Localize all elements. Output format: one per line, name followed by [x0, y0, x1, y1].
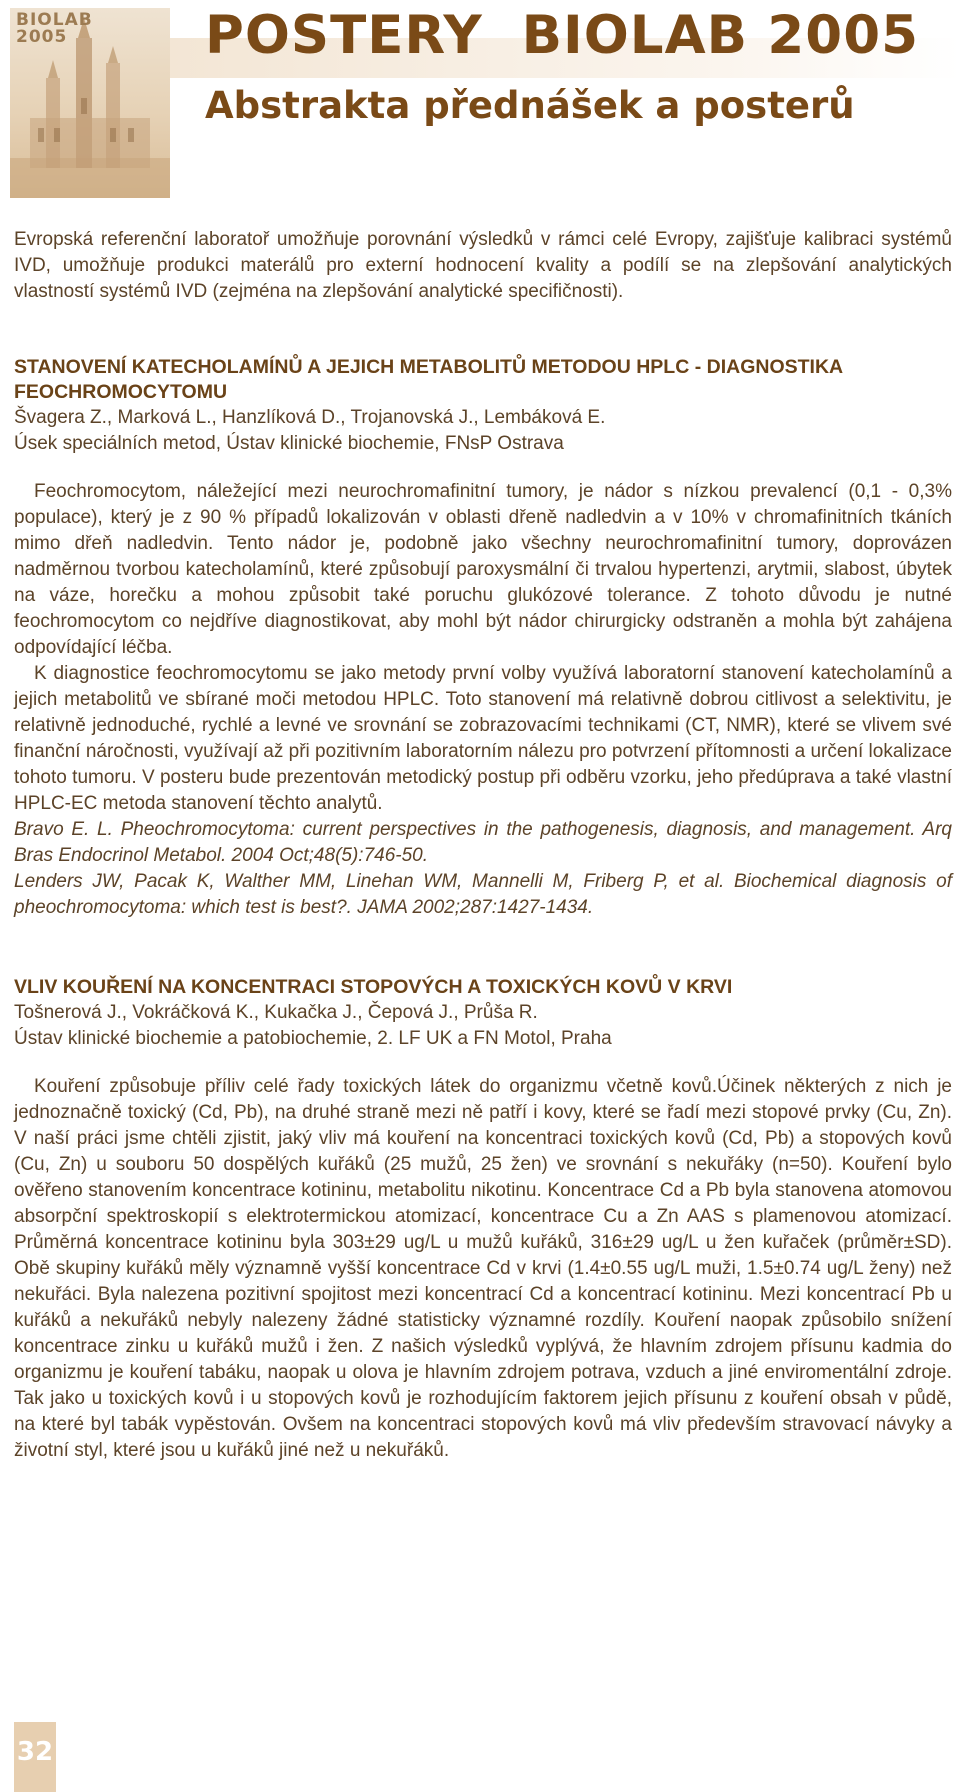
- page-subtitle: Abstrakta přednášek a posterů: [205, 84, 855, 127]
- abstract-koureni: [14, 975, 952, 1464]
- abstract-heading: STANOVENÍ KATECHOLAMÍNŮ A JEJICH METABOLITŮ METODOU HPLC - DIAGNOSTIKA FEOCHROMOCYTOMU: [14, 356, 843, 403]
- page-number: 32: [14, 1722, 56, 1792]
- logo-text: BIOLAB 2005: [16, 10, 93, 47]
- abstract-authors: Tošnerová J., Vokráčková K., Kukačka J., Čepová J., Průša R.: [14, 1002, 538, 1023]
- abstract-authors: Švagera Z., Marková L., Hanzlíková D., Trojanovská J., Lembáková E.: [14, 407, 606, 428]
- abstract-affiliation: Ústav klinické biochemie a patobiochemie, 2. LF UK a FN Motol, Praha: [14, 1028, 612, 1049]
- page-title: POSTERY BIOLAB 2005: [205, 5, 919, 66]
- abstract-katecholaminy: [14, 355, 952, 921]
- article-body: [14, 227, 952, 1464]
- abstract-paragraph: Feochromocytom, náležející mezi neurochromafinitní tumory, je nádor s nízkou prevalencí (0,1 - 0,3% populace), který je z 90 % případů lokalizován v oblasti dřeně nadledvin a v 10% v chromafinitních tkáních mimo dřeň nadledvin. Tento nádor je, podobně jako všechny neurochromafinitní tumory, doprovázen nadměrnou tvorbou katecholamínů, které způsobují paroxysmální či trvalou hypertenzi, arytmii, slabost, úbytek na váze, horečku a mohou způsobit také poruchu glukózové tolerance. Z tohoto důvodu je nutné feochromocytom co nejdříve diagnostikovat, aby mohl být nádor chirurgicky odstraněn a mohla být zahájena odpovídající léčba.: [14, 481, 952, 658]
- biolab-logo: [10, 8, 170, 198]
- reference-item: Lenders JW, Pacak K, Walther MM, Linehan WM, Mannelli M, Friberg P, et al. Biochemical diagnosis of pheochromocytoma: which test is best?. JAMA 2002;287:1427-1434.: [14, 871, 952, 918]
- reference-item: Bravo E. L. Pheochromocytoma: current perspectives in the pathogenesis, diagnosis, and management. Arq Bras Endocrinol Metabol. 2004 Oct;48(5):746-50.: [14, 819, 952, 866]
- abstract-heading: VLIV KOUŘENÍ NA KONCENTRACI STOPOVÝCH A TOXICKÝCH KOVŮ V KRVI: [14, 976, 733, 998]
- abstract-paragraph: K diagnostice feochromocytomu se jako metody první volby využívá laboratorní stanovení katecholamínů a jejich metabolitů ve sbírané moči metodou HPLC. Toto stanovení má relativně dobrou citlivost a selektivitu, je relativně jednoduché, rychlé a levné ve srovnání se zobrazovacími technikami (CT, NMR), které se vlivem své finanční náročnosti, využívají až při pozitivním laboratorním nálezu pro potvrzení přítomnosti a určení lokalizace tohoto tumoru. V posteru bude prezentován metodický postup při odběru vzorku, jeho předúprava a také vlastní HPLC-EC metoda stanovení těchto analytů.: [14, 663, 952, 814]
- abstract-affiliation: Úsek speciálních metod, Ústav klinické biochemie, FNsP Ostrava: [14, 433, 564, 454]
- intro-paragraph: Evropská referenční laboratoř umožňuje porovnání výsledků v rámci celé Evropy, zajišťuje kalibraci systémů IVD, umožňuje produkci materálů pro externí hodnocení kvality a podílí se na zlepšování analytických vlastností systémů IVD (zejména na zlepšování analytické specifičnosti).: [14, 229, 952, 302]
- abstract-paragraph: Kouření způsobuje příliv celé řady toxických látek do organizmu včetně kovů.Účinek některých z nich je jednoznačně toxický (Cd, Pb), na druhé straně mezi ně patří i kovy, které se řadí mezi stopové prvky (Cu, Zn). V naší práci jsme chtěli zjistit, jaký vliv má kouření na koncentraci toxických kovů (Cd, Pb) a stopových kovů (Cu, Zn) u souboru 50 dospělých kuřáků (25 mužů, 25 žen) ve srovnání s nekuřáky (n=50). Kouření bylo ověřeno stanovením koncentrace kotininu, metabolitu nikotinu. Koncentrace Cd a Pb byla stanovena atomovou absorpční spektroskopií s elektrotermickou atomizací, koncentrace Cu a Zn AAS s plamenovou atomizací. Průměrná koncentrace kotininu byla 303±29 ug/L u mužů kuřáků, 316±29 ug/L u žen kuřaček (průměr±SD). Obě skupiny kuřáků měly významně vyšší koncentrace Cd v krvi (1.4±0.55 ug/L muži, 1.5±0.74 ug/L ženy) než nekuřáci. Byla nalezena pozitivní spojitost mezi koncentrací Cd a koncentrací kotininu. Mezi koncentrací Pb u kuřáků a nekuřáků nebyly nalezeny žádné statisticky významné rozdíly. Kouření naopak způsobilo snížení koncentrace zinku u kuřáků mužů i žen. Z našich výsledků vyplývá, že hlavním zdrojem přísunu kadmia do organizmu je kouření tabáku, naopak u olova je hlavním zdrojem potrava, vzduch a jiné enviromentální zdroje. Tak jako u toxických kovů i u stopových kovů je rozhodujícím faktorem jejich přísunu z kouření obsah v půdě, na které byl tabák vypěstován. Ovšem na koncentraci stopových kovů má vliv především stravovací návyky a životní styl, které jsou u kuřáků jiné než u nekuřáků.: [14, 1076, 952, 1461]
